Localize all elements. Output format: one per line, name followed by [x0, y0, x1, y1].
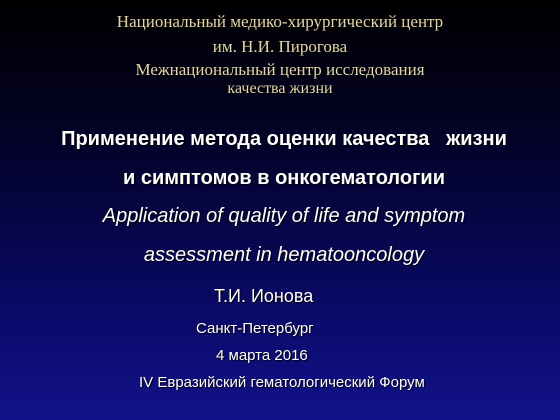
title-english-line-1: Application of quality of life and symptom: [102, 205, 466, 227]
city: Санкт-Петербург: [196, 320, 314, 337]
title-russian-line-2: и симптомов в онкогематологии: [122, 167, 445, 189]
title-english-line-2: assessment in hematooncology: [143, 244, 425, 266]
presentation-date: 4 марта 2016: [216, 347, 308, 364]
organization-line-3: Межнациональный центр исследования: [135, 60, 425, 79]
organization-line-2: им. Н.И. Пирогова: [212, 37, 348, 56]
title-russian-line-1: Применение метода оценки качества жизни: [61, 128, 507, 150]
event-name: IV Евразийский гематологический Форум: [139, 374, 425, 391]
organization-line-1: Национальный медико-хирургический центр: [116, 12, 444, 31]
author-name: Т.И. Ионова: [214, 286, 314, 306]
organization-line-4: качества жизни: [227, 80, 333, 97]
